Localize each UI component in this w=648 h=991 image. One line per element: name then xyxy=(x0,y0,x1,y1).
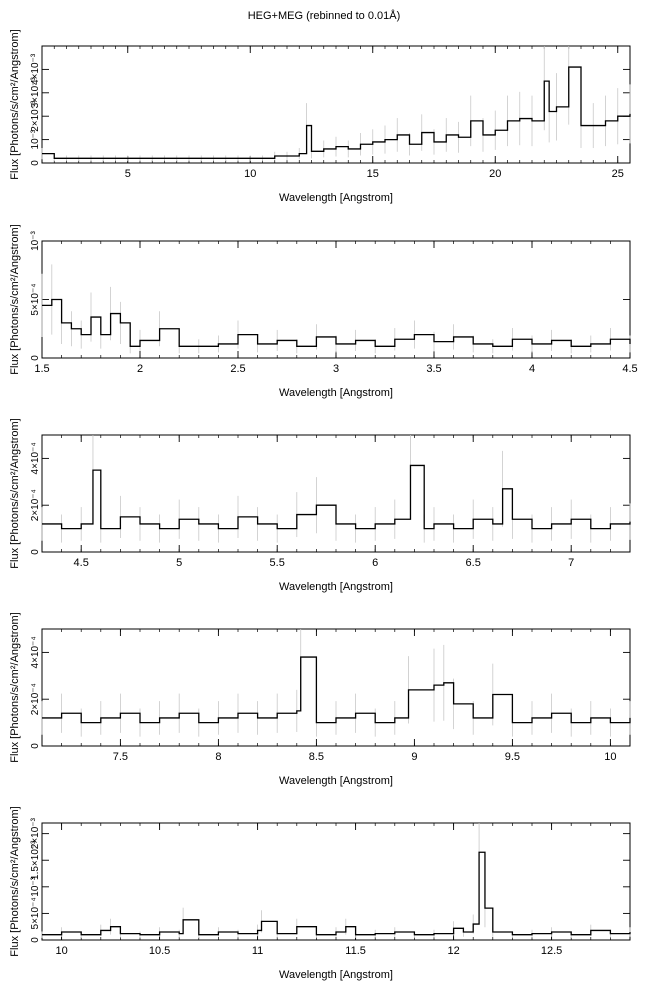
y-axis-title: Flux [Photons/s/cm²/Angstrom] xyxy=(9,806,21,957)
x-tick-label: 20 xyxy=(489,168,502,180)
y-tick-label: 4×10⁻⁴ xyxy=(30,636,41,669)
y-tick-label: 2×10⁻³ xyxy=(30,818,41,850)
x-tick-label: 6.5 xyxy=(465,557,481,569)
y-tick-label: 0 xyxy=(30,355,41,361)
y-tick-label: 0 xyxy=(30,743,41,749)
x-tick-label: 1.5 xyxy=(34,363,50,375)
y-tick-label: 0 xyxy=(30,160,41,166)
x-tick-label: 7 xyxy=(568,557,575,569)
chart-title: HEG+MEG (rebinned to 0.01Å) xyxy=(247,10,401,22)
y-tick-label: 2×10⁻³ xyxy=(30,100,41,132)
x-tick-label: 12 xyxy=(447,945,460,957)
spectrum-line-3 xyxy=(42,465,630,528)
x-tick-label: 4 xyxy=(528,363,536,375)
x-tick-label: 5 xyxy=(176,557,183,569)
y-tick-label: 0 xyxy=(30,549,41,555)
y-tick-label: 4×10⁻³ xyxy=(30,53,41,85)
y-axis-title: Flux [Photons/s/cm²/Angstrom] xyxy=(9,418,21,569)
x-tick-label: 10 xyxy=(604,751,617,763)
y-tick-label: 3×10⁻³ xyxy=(30,77,41,109)
spectrum-line-5 xyxy=(42,852,630,934)
x-tick-label: 11 xyxy=(251,945,264,957)
y-axis-title: Flux [Photons/s/cm²/Angstrom] xyxy=(9,612,21,763)
x-tick-label: 5.5 xyxy=(269,557,285,569)
y-tick-label: 10⁻³ xyxy=(30,231,41,251)
x-tick-label: 12.5 xyxy=(540,945,563,957)
x-tick-label: 8.5 xyxy=(308,751,325,763)
x-tick-label: 9.5 xyxy=(504,751,521,763)
x-tick-label: 7.5 xyxy=(112,751,129,763)
x-tick-label: 4.5 xyxy=(73,557,89,569)
x-tick-label: 10.5 xyxy=(148,945,171,957)
x-axis-title: Wavelength [Angstrom] xyxy=(279,387,393,399)
y-tick-label: 1.5×10⁻³ xyxy=(30,840,41,880)
x-axis-title: Wavelength [Angstrom] xyxy=(279,581,393,593)
y-tick-label: 5×10⁻⁴ xyxy=(30,897,41,930)
spectrum-line-2 xyxy=(42,300,630,347)
x-tick-label: 2 xyxy=(136,363,144,375)
x-axis-title: Wavelength [Angstrom] xyxy=(279,775,393,787)
x-tick-label: 3.5 xyxy=(426,363,442,375)
x-tick-label: 11.5 xyxy=(345,945,366,957)
x-tick-label: 15 xyxy=(366,168,379,180)
y-axis-title: Flux [Photons/s/cm²/Angstrom] xyxy=(9,224,21,375)
y-tick-label: 2×10⁻⁴ xyxy=(30,683,41,716)
x-tick-label: 10 xyxy=(244,168,257,180)
y-tick-label: 10⁻³ xyxy=(30,876,41,897)
y-tick-label: 10⁻³ xyxy=(30,129,41,150)
y-tick-label: 5×10⁻⁴ xyxy=(30,283,41,316)
x-tick-label: 25 xyxy=(611,168,624,180)
plot-frame-5 xyxy=(42,823,630,940)
x-axis-title: Wavelength [Angstrom] xyxy=(279,969,393,981)
y-tick-label: 0 xyxy=(30,937,41,943)
x-axis-title: Wavelength [Angstrom] xyxy=(279,192,393,204)
x-tick-label: 5 xyxy=(124,168,131,180)
y-tick-label: 2×10⁻⁴ xyxy=(30,489,41,522)
x-tick-label: 6 xyxy=(372,557,379,569)
y-axis-title: Flux [Photons/s/cm²/Angstrom] xyxy=(9,29,21,180)
x-tick-label: 3 xyxy=(332,363,340,375)
x-tick-label: 4.5 xyxy=(622,363,638,375)
x-tick-label: 8 xyxy=(215,751,222,763)
x-tick-label: 10 xyxy=(55,945,68,957)
x-tick-label: 9 xyxy=(411,751,418,763)
y-tick-label: 4×10⁻⁴ xyxy=(30,442,41,475)
x-tick-label: 2.5 xyxy=(230,363,246,375)
